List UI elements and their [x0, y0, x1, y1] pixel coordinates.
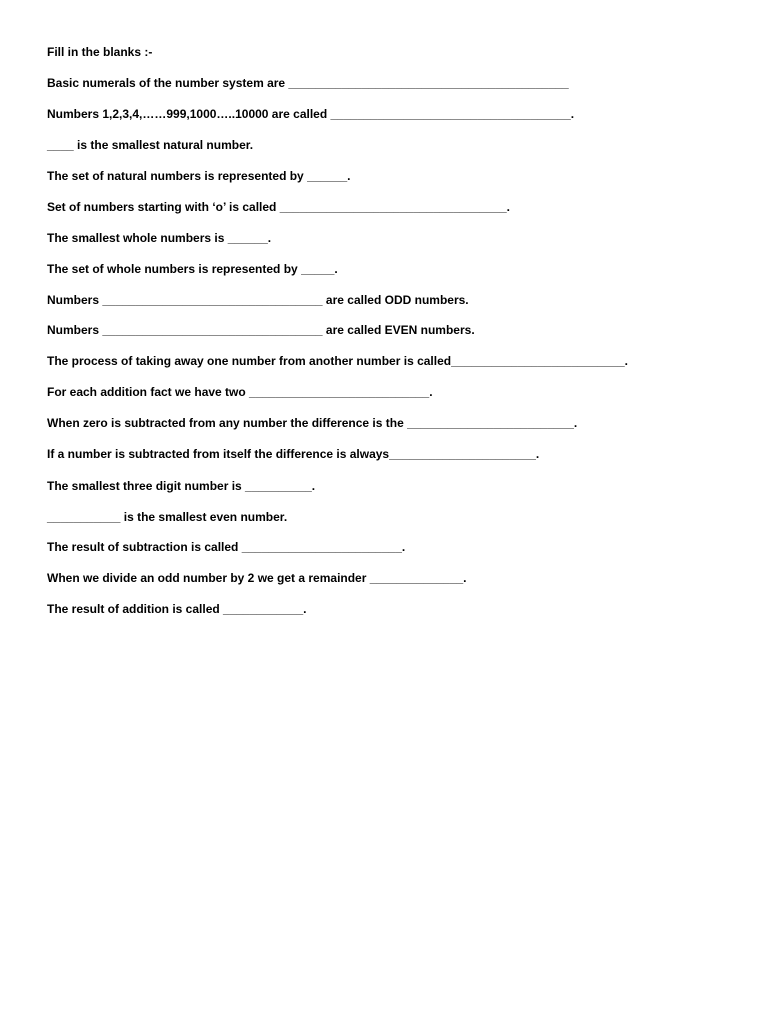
question-12: When zero is subtracted from any number the difference is the _________________________.	[47, 416, 578, 430]
question-7: The set of whole numbers is represented by _____.	[47, 262, 338, 276]
question-17: When we divide an odd number by 2 we get a remainder ______________.	[47, 571, 467, 585]
question-18: The result of addition is called ____________.	[47, 602, 307, 616]
question-8: Numbers _________________________________ are called ODD numbers.	[47, 293, 469, 307]
question-9: Numbers _________________________________ are called EVEN numbers.	[47, 323, 475, 337]
question-16: The result of subtraction is called ________________________.	[47, 540, 406, 554]
question-3: ____ is the smallest natural number.	[47, 138, 254, 152]
question-2: Numbers 1,2,3,4,……999,1000…..10000 are called ____________________________________.	[47, 107, 575, 121]
question-10: The process of taking away one number from another number is called__________________________.	[47, 354, 628, 368]
question-5: Set of numbers starting with ‘o’ is called __________________________________.	[47, 200, 510, 214]
question-15: ___________ is the smallest even number.	[47, 510, 288, 524]
question-11: For each addition fact we have two ___________________________.	[47, 385, 433, 399]
question-1: Basic numerals of the number system are __________________________________________	[47, 76, 569, 90]
worksheet-heading: Fill in the blanks :-	[47, 45, 153, 59]
question-14: The smallest three digit number is __________.	[47, 479, 316, 493]
question-13: If a number is subtracted from itself the difference is always______________________.	[47, 447, 540, 461]
question-6: The smallest whole numbers is ______.	[47, 231, 272, 245]
question-4: The set of natural numbers is represented by ______.	[47, 169, 351, 183]
